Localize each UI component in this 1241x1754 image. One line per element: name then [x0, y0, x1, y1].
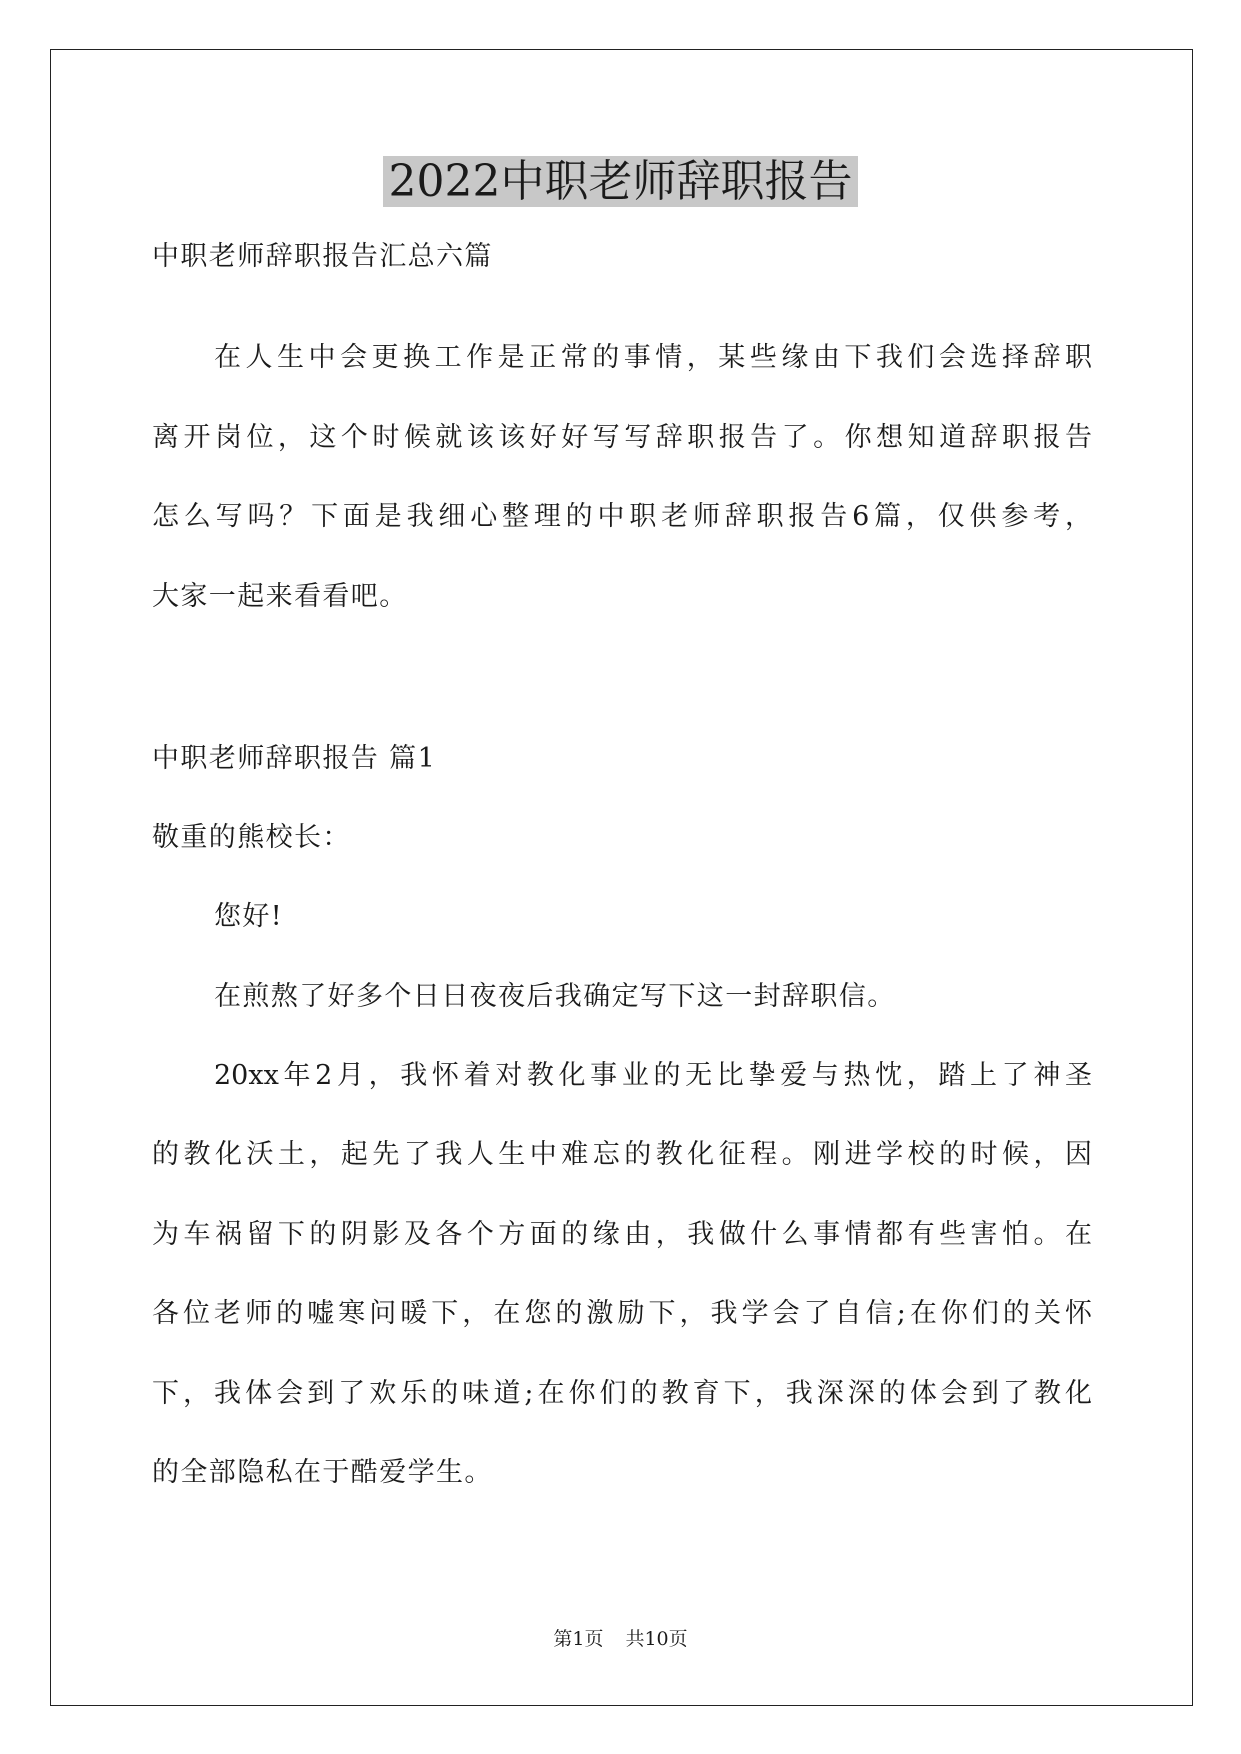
intro-line: 离开岗位，这个时候就该该好好写写辞职报告了。你想知道辞职报告 — [152, 422, 1092, 453]
page-footer — [0, 1626, 1241, 1652]
page-total: 共10页 — [625, 1628, 688, 1650]
greeting: 您好! — [214, 901, 284, 932]
page-number: 第1页 — [553, 1628, 604, 1650]
paragraph-2-line: 为车祸留下的阴影及各个方面的缘由，我做什么事情都有些害怕。在 — [152, 1219, 1092, 1250]
paragraph-2-line: 20xx年2月，我怀着对教化事业的无比挚爱与热忱，踏上了神圣 — [214, 1060, 1092, 1091]
paragraph-2-line: 各位老师的嘘寒问暖下，在您的激励下，我学会了自信;在你们的关怀 — [152, 1298, 1092, 1329]
document-title — [0, 152, 1241, 212]
salutation: 敬重的熊校长： — [152, 822, 351, 853]
intro-line: 怎么写吗？下面是我细心整理的中职老师辞职报告6篇，仅供参考， — [152, 501, 1092, 532]
paragraph-2-line: 的教化沃土，起先了我人生中难忘的教化征程。刚进学校的时候，因 — [152, 1139, 1092, 1170]
paragraph-1: 在煎熬了好多个日日夜夜后我确定写下这一封辞职信。 — [214, 981, 896, 1012]
section-heading: 中职老师辞职报告 篇1 — [152, 743, 437, 774]
paragraph-2-line: 下，我体会到了欢乐的味道;在你们的教育下，我深深的体会到了教化 — [152, 1378, 1092, 1409]
document-subtitle: 中职老师辞职报告汇总六篇 — [152, 241, 493, 272]
intro-line: 大家一起来看看吧。 — [152, 581, 408, 612]
title-text: 2022中职老师辞职报告 — [383, 156, 859, 207]
intro-line: 在人生中会更换工作是正常的事情，某些缘由下我们会选择辞职 — [214, 342, 1092, 373]
paragraph-2-line: 的全部隐私在于酷爱学生。 — [152, 1457, 493, 1488]
